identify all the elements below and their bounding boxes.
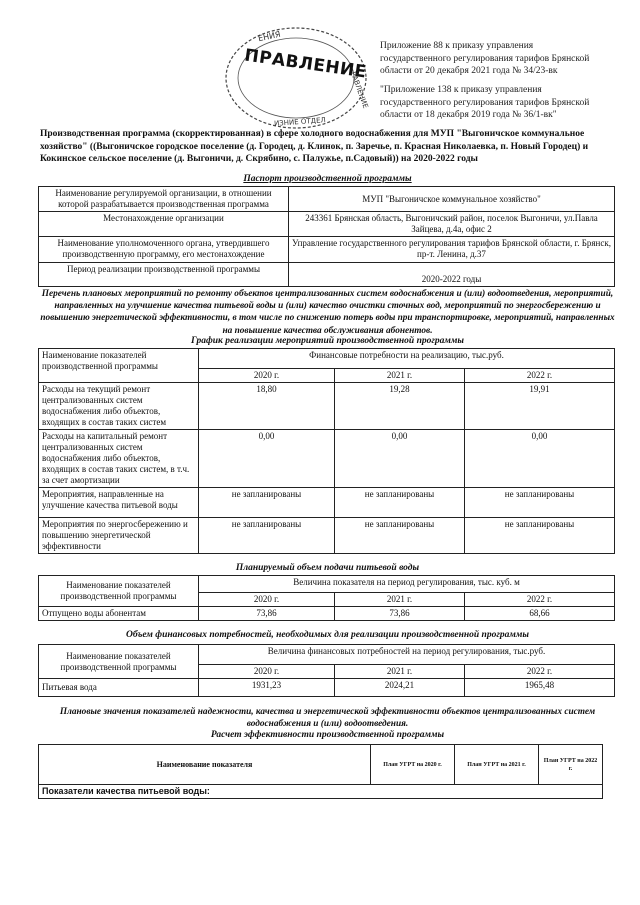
table-row — [39, 187, 615, 212]
measures-intro: Перечень плановых мероприятий по ремонту объектов централизованных систем водоснабжения и (или) водоотведения, мероприятий, направленных на улучшение качества питьевой воды и (или) качество очистки сточных вод, мероприятий по энергосбережению и повышению энергетической эффективности, в том числе по снижению потерь воды при транспортировке, мероприятий, направленных на повышение качества обслуживания абонентов. — [40, 289, 615, 336]
value-cell: не запланированы — [335, 518, 465, 554]
table-row — [39, 745, 603, 785]
passport-value: 243361 Брянская область, Выгоничский район, поселок Выгоничи, ул.Павла Зайцева, д.4а, офис 2 — [289, 212, 615, 237]
value-cell: 0,00 — [335, 430, 465, 488]
header-group: Величина показателя на период регулирования, тыс. куб. м — [199, 576, 615, 593]
value-cell: 73,86 — [335, 607, 465, 621]
value-cell: не запланированы — [335, 488, 465, 518]
row-name: Отпущено воды абонентам — [39, 607, 199, 621]
official-stamp — [218, 20, 374, 132]
year-2021: 2021 г. — [335, 369, 465, 383]
passport-value: 2020-2022 годы — [289, 263, 615, 287]
passport-label: Наименование уполномоченного органа, утвердившего производственную программу, его местонахождение — [39, 237, 289, 263]
year-2022: 2022 г. — [465, 369, 615, 383]
supply-heading: Планируемый объем подачи питьевой воды — [235, 563, 420, 573]
value-cell: не запланированы — [199, 518, 335, 554]
efficiency-table — [38, 744, 603, 799]
annex-note-1: Приложение 88 к приказу управления государственного регулирования тарифов Брянской области от 20 декабря 2021 года № 34/23-вк — [380, 41, 590, 76]
table-row — [39, 488, 615, 518]
passport-table — [38, 186, 615, 287]
value-cell: 18,80 — [199, 383, 335, 430]
header-left: Наименование показателей производственной программы — [39, 645, 199, 679]
passport-label: Местонахождение организации — [39, 212, 289, 237]
stamp-top-text: ЕНИЯ — [257, 29, 282, 44]
row-name: Питьевая вода — [39, 679, 199, 697]
value-cell: 1965,48 — [465, 679, 615, 697]
value-cell: 0,00 — [199, 430, 335, 488]
measure-name: Мероприятия, направленные на улучшение качества питьевой воды — [39, 488, 199, 518]
efficiency-intro: Плановые значения показателей надежности, качества и энергетической эффективности объектов централизованных систем водоснабжения и (или) водоотведения. — [59, 707, 596, 730]
table-row — [39, 645, 615, 665]
measures-table — [38, 348, 615, 554]
year-2021: 2021 г. — [335, 665, 465, 679]
header-left: Наименование показателей производственной программы — [39, 576, 199, 607]
value-cell: 1931,23 — [199, 679, 335, 697]
table-row — [39, 263, 615, 287]
value-cell: 2024,21 — [335, 679, 465, 697]
finance-heading: Объем финансовых потребностей, необходимых для реализации производственной программы — [126, 630, 529, 640]
header-group: Финансовые потребности на реализацию, тыс.руб. — [199, 349, 615, 369]
table-row — [39, 212, 615, 237]
quality-row: Показатели качества питьевой воды: — [39, 785, 603, 799]
year-2022: 2022 г. — [465, 665, 615, 679]
stamp-bottom-text: ИЗНИЕ ОТДЕЛ — [273, 116, 327, 128]
measure-name: Мероприятия по энергосбережению и повышению энергетической эффективности — [39, 518, 199, 554]
table-row — [39, 576, 615, 593]
value-cell: 73,86 — [199, 607, 335, 621]
passport-heading: Паспорт производственной программы — [243, 174, 412, 184]
measures-heading: График реализации мероприятий производственной программы — [191, 336, 464, 346]
plan-2022: План УГРТ на 2022 г. — [539, 745, 603, 785]
value-cell: 19,91 — [465, 383, 615, 430]
header-left: Наименование показателей производственной программы — [39, 349, 199, 383]
passport-label: Наименование регулируемой организации, в отношении которой разрабатывается производственная программа — [39, 187, 289, 212]
year-2020: 2020 г. — [199, 593, 335, 607]
value-cell: 68,66 — [465, 607, 615, 621]
stamp-main-text: ПРАВЛЕНИЕ — [243, 45, 368, 83]
table-row — [39, 383, 615, 430]
plan-2020: План УГРТ на 2020 г. — [371, 745, 455, 785]
efficiency-heading: Расчет эффективности производственной программы — [210, 730, 445, 740]
table-row — [39, 237, 615, 263]
passport-value: МУП "Выгоничское коммунальное хозяйство" — [289, 187, 615, 212]
program-title: Производственная программа (скорректированная) в сфере холодного водоснабжения для МУП "Выгоничское коммунальное хозяйство" ((Выгоничское городское поселение (д. Городец, д. Клинок, п. Заречье, п. Красная Николаевка, п. Новый Городец) и Кокинское сельское поселение (д. Выгоничи, д. Скрябино, с. Палужье, п.Садовый)) на 2020-2022 годы — [40, 129, 589, 164]
supply-table — [38, 575, 615, 621]
header-group: Величина финансовых потребностей на период регулирования, тыс.руб. — [199, 645, 615, 665]
finance-table — [38, 644, 615, 697]
plan-2021: План УГРТ на 2021 г. — [455, 745, 539, 785]
value-cell: не запланированы — [465, 488, 615, 518]
table-row — [39, 607, 615, 621]
year-2021: 2021 г. — [335, 593, 465, 607]
year-2020: 2020 г. — [199, 369, 335, 383]
annex-note-2: "Приложение 138 к приказу управления государственного регулирования тарифов Брянской области от 18 декабря 2019 года № 36/1-вк" — [380, 85, 590, 120]
value-cell: 19,28 — [335, 383, 465, 430]
value-cell: не запланированы — [199, 488, 335, 518]
year-2022: 2022 г. — [465, 593, 615, 607]
table-row — [39, 518, 615, 554]
value-cell: не запланированы — [465, 518, 615, 554]
measure-name: Расходы на капитальный ремонт централизованных систем водоснабжения либо объектов, входящих в состав таких систем, в т.ч. за счет амортизации — [39, 430, 199, 488]
measure-name: Расходы на текущий ремонт централизованных систем водоснабжения либо объектов, входящих в состав таких систем — [39, 383, 199, 430]
header-name: Наименование показателя — [39, 745, 371, 785]
table-row — [39, 679, 615, 697]
stamp-side-text: РАВЛЕНИЕ — [348, 70, 370, 110]
value-cell: 0,00 — [465, 430, 615, 488]
passport-value: Управление государственного регулирования тарифов Брянской области, г. Брянск, пр-т. Ленина, д.37 — [289, 237, 615, 263]
passport-label: Период реализации производственной программы — [39, 263, 289, 287]
table-row — [39, 430, 615, 488]
table-row — [39, 785, 603, 799]
year-2020: 2020 г. — [199, 665, 335, 679]
table-row — [39, 349, 615, 369]
